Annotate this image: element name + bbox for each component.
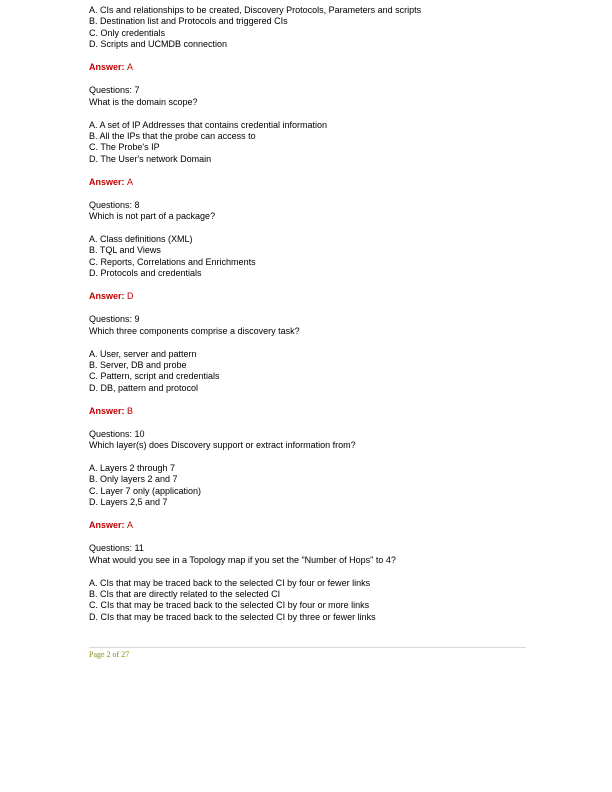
- question-number: Questions: 10: [89, 428, 145, 439]
- question-text: What is the domain scope?: [89, 96, 198, 107]
- option: D. CIs that may be traced back to the selected CI by three or fewer links: [89, 611, 376, 622]
- option: A. CIs that may be traced back to the selected CI by four or fewer links: [89, 577, 371, 588]
- question-number: Questions: 8: [89, 199, 140, 210]
- option: B. Destination list and Protocols and triggered CIs: [89, 16, 288, 27]
- question-block: [89, 314, 529, 417]
- question-block: [89, 200, 529, 303]
- option: C. Layer 7 only (application): [89, 485, 202, 496]
- answer-value: D: [127, 291, 134, 302]
- question-number: Questions: 9: [89, 314, 140, 325]
- question-block: [89, 429, 529, 532]
- option: C. Pattern, script and credentials: [89, 371, 220, 382]
- option: D. Protocols and credentials: [89, 268, 202, 279]
- option: B. All the IPs that the probe can access to: [89, 130, 256, 141]
- question-text: Which is not part of a package?: [89, 211, 216, 222]
- question-number: Questions: 7: [89, 85, 140, 96]
- answer-label: Answer:: [89, 62, 125, 73]
- answer-value: A: [127, 176, 134, 187]
- answer-label: Answer:: [89, 176, 125, 187]
- option: C. CIs that may be traced back to the selected CI by four or more links: [89, 600, 370, 611]
- question-text: Which three components comprise a discovery task?: [89, 325, 300, 336]
- option: A. Class definitions (XML): [89, 234, 193, 245]
- option: B. CIs that are directly related to the selected CI: [89, 588, 281, 599]
- option: B. TQL and Views: [89, 245, 161, 256]
- question-6-options: [89, 5, 529, 51]
- option: A. Layers 2 through 7: [89, 463, 176, 474]
- option: C. Reports, Correlations and Enrichments: [89, 256, 256, 267]
- answer-label: Answer:: [89, 520, 125, 531]
- answer-line: [89, 177, 529, 188]
- option: D. Scripts and UCMDB connection: [89, 39, 228, 50]
- answer-label: Answer:: [89, 405, 125, 416]
- option: C. The Probe's IP: [89, 142, 160, 153]
- answer-line: [89, 520, 529, 531]
- option: B. Server, DB and probe: [89, 359, 187, 370]
- question-block: [89, 85, 529, 188]
- footer-divider: [89, 647, 526, 648]
- answer-value: A: [127, 520, 134, 531]
- option: B. Only layers 2 and 7: [89, 474, 178, 485]
- answer-line: [89, 291, 529, 302]
- option: D. The User's network Domain: [89, 153, 212, 164]
- option: C. Only credentials: [89, 27, 166, 38]
- question-number: Questions: 11: [89, 543, 144, 554]
- answer-value: A: [127, 62, 134, 73]
- answer-label: Answer:: [89, 291, 125, 302]
- option: A. A set of IP Addresses that contains credential information: [89, 119, 327, 130]
- option: A. User, server and pattern: [89, 348, 197, 359]
- option: D. Layers 2,5 and 7: [89, 497, 168, 508]
- option: A. CIs and relationships to be created, Discovery Protocols, Parameters and scripts: [89, 5, 422, 15]
- page-number: Page 2 of 27: [89, 650, 130, 659]
- question-text: Which layer(s) does Discovery support or extract information from?: [89, 440, 356, 451]
- question-block: [89, 543, 529, 623]
- answer-line: [89, 62, 529, 73]
- question-text: What would you see in a Topology map if you set the "Number of Hops" to 4?: [89, 554, 396, 565]
- answer-line: [89, 406, 529, 417]
- answer-value: B: [127, 405, 134, 416]
- option: D. DB, pattern and protocol: [89, 382, 199, 393]
- document-page: [89, 5, 529, 623]
